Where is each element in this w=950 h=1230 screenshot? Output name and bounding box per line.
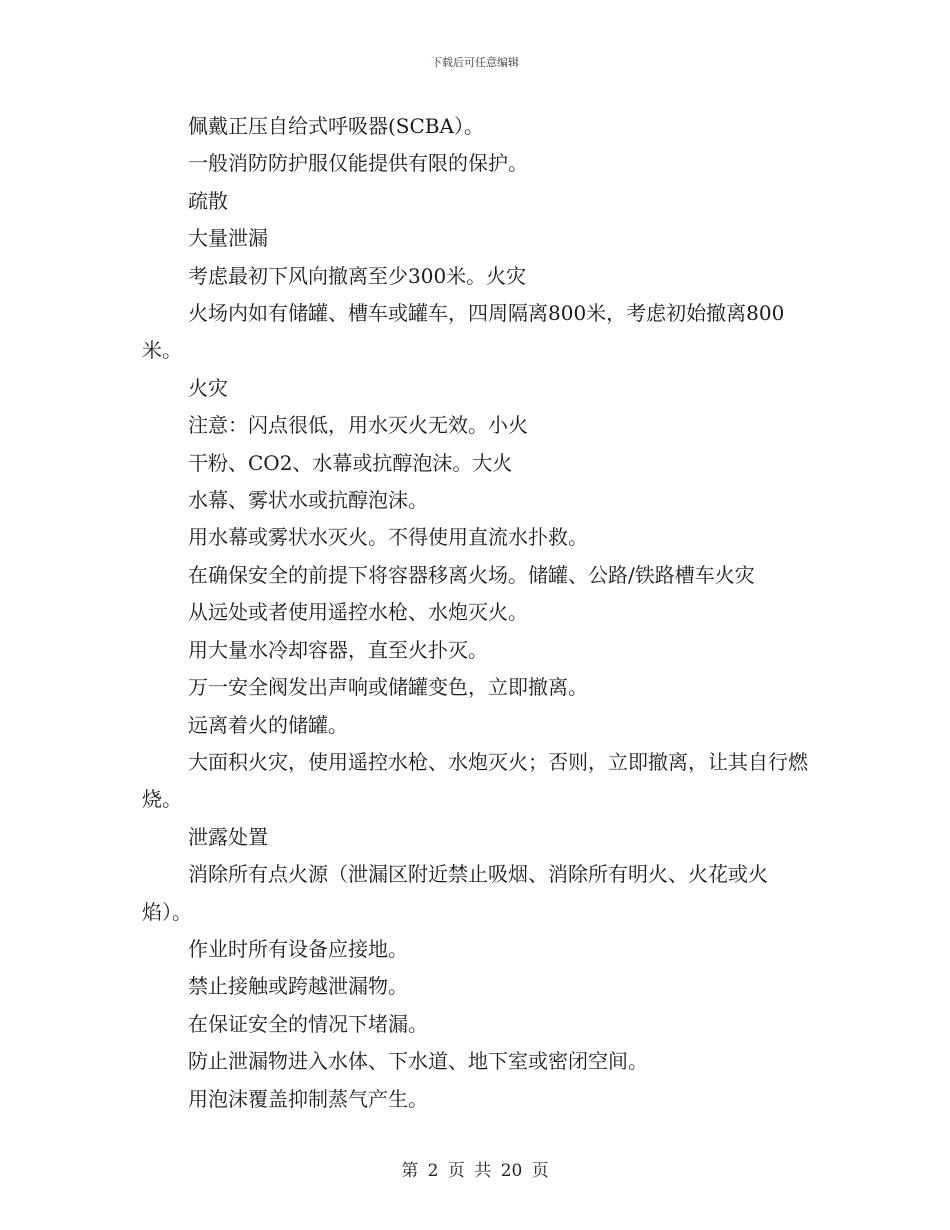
paragraph: 水幕、雾状水或抗醇泡沫。 — [188, 488, 428, 513]
section-heading: 火灾 — [188, 375, 228, 400]
paragraph: 消除所有点火源（泄漏区附近禁止吸烟、消除所有明火、火花或火焰）。 — [142, 862, 768, 924]
paragraph: 注意：闪点很低，用水灭火无效。小火 — [188, 413, 528, 438]
paragraph: 佩戴正压自给式呼吸器(SCBA）。 — [188, 114, 484, 138]
paragraph: 远离着火的储罐。 — [188, 712, 348, 737]
paragraph: 用水幕或雾状水灭火。不得使用直流水扑救。 — [188, 525, 588, 550]
paragraph: 在保证安全的情况下堵漏。 — [188, 1011, 428, 1036]
header-note: 下载后可任意编辑 — [431, 56, 519, 69]
paragraph: 用泡沫覆盖抑制蒸气产生。 — [188, 1086, 428, 1111]
section-heading: 大量泄漏 — [188, 226, 268, 251]
paragraph: 禁止接触或跨越泄漏物。 — [188, 974, 408, 999]
paragraph: 防止泄漏物进入水体、下水道、地下室或密闭空间。 — [188, 1049, 648, 1074]
paragraph: 大面积火灾，使用遥控水枪、水炮灭火；否则，立即撤离，让其自行燃烧。 — [142, 749, 808, 812]
paragraph: 用大量水冷却容器，直至火扑灭。 — [188, 637, 488, 662]
paragraph: 考虑最初下风向撤离至少300米。火灾 — [188, 263, 527, 288]
paragraph: 作业时所有设备应接地。 — [188, 936, 408, 961]
paragraph: 干粉、CO2、水幕或抗醇泡沫。大火 — [188, 450, 513, 475]
page-number: 第 2 页 共 20 页 — [401, 1161, 549, 1181]
paragraph: 万一安全阀发出声响或储罐变色，立即撤离。 — [188, 675, 588, 700]
paragraph: 在确保安全的前提下将容器移离火场。储罐、公路/铁路槽车火灾 — [188, 562, 755, 587]
paragraph: 火场内如有储罐、槽车或罐车，四周隔离800米，考虑初始撤离800米。 — [142, 301, 785, 363]
section-heading: 疏散 — [188, 188, 228, 213]
document-body — [142, 108, 812, 1118]
section-heading: 泄露处置 — [188, 824, 268, 849]
paragraph: 从远处或者使用遥控水枪、水炮灭火。 — [188, 600, 528, 625]
paragraph: 一般消防防护服仅能提供有限的保护。 — [188, 151, 528, 176]
